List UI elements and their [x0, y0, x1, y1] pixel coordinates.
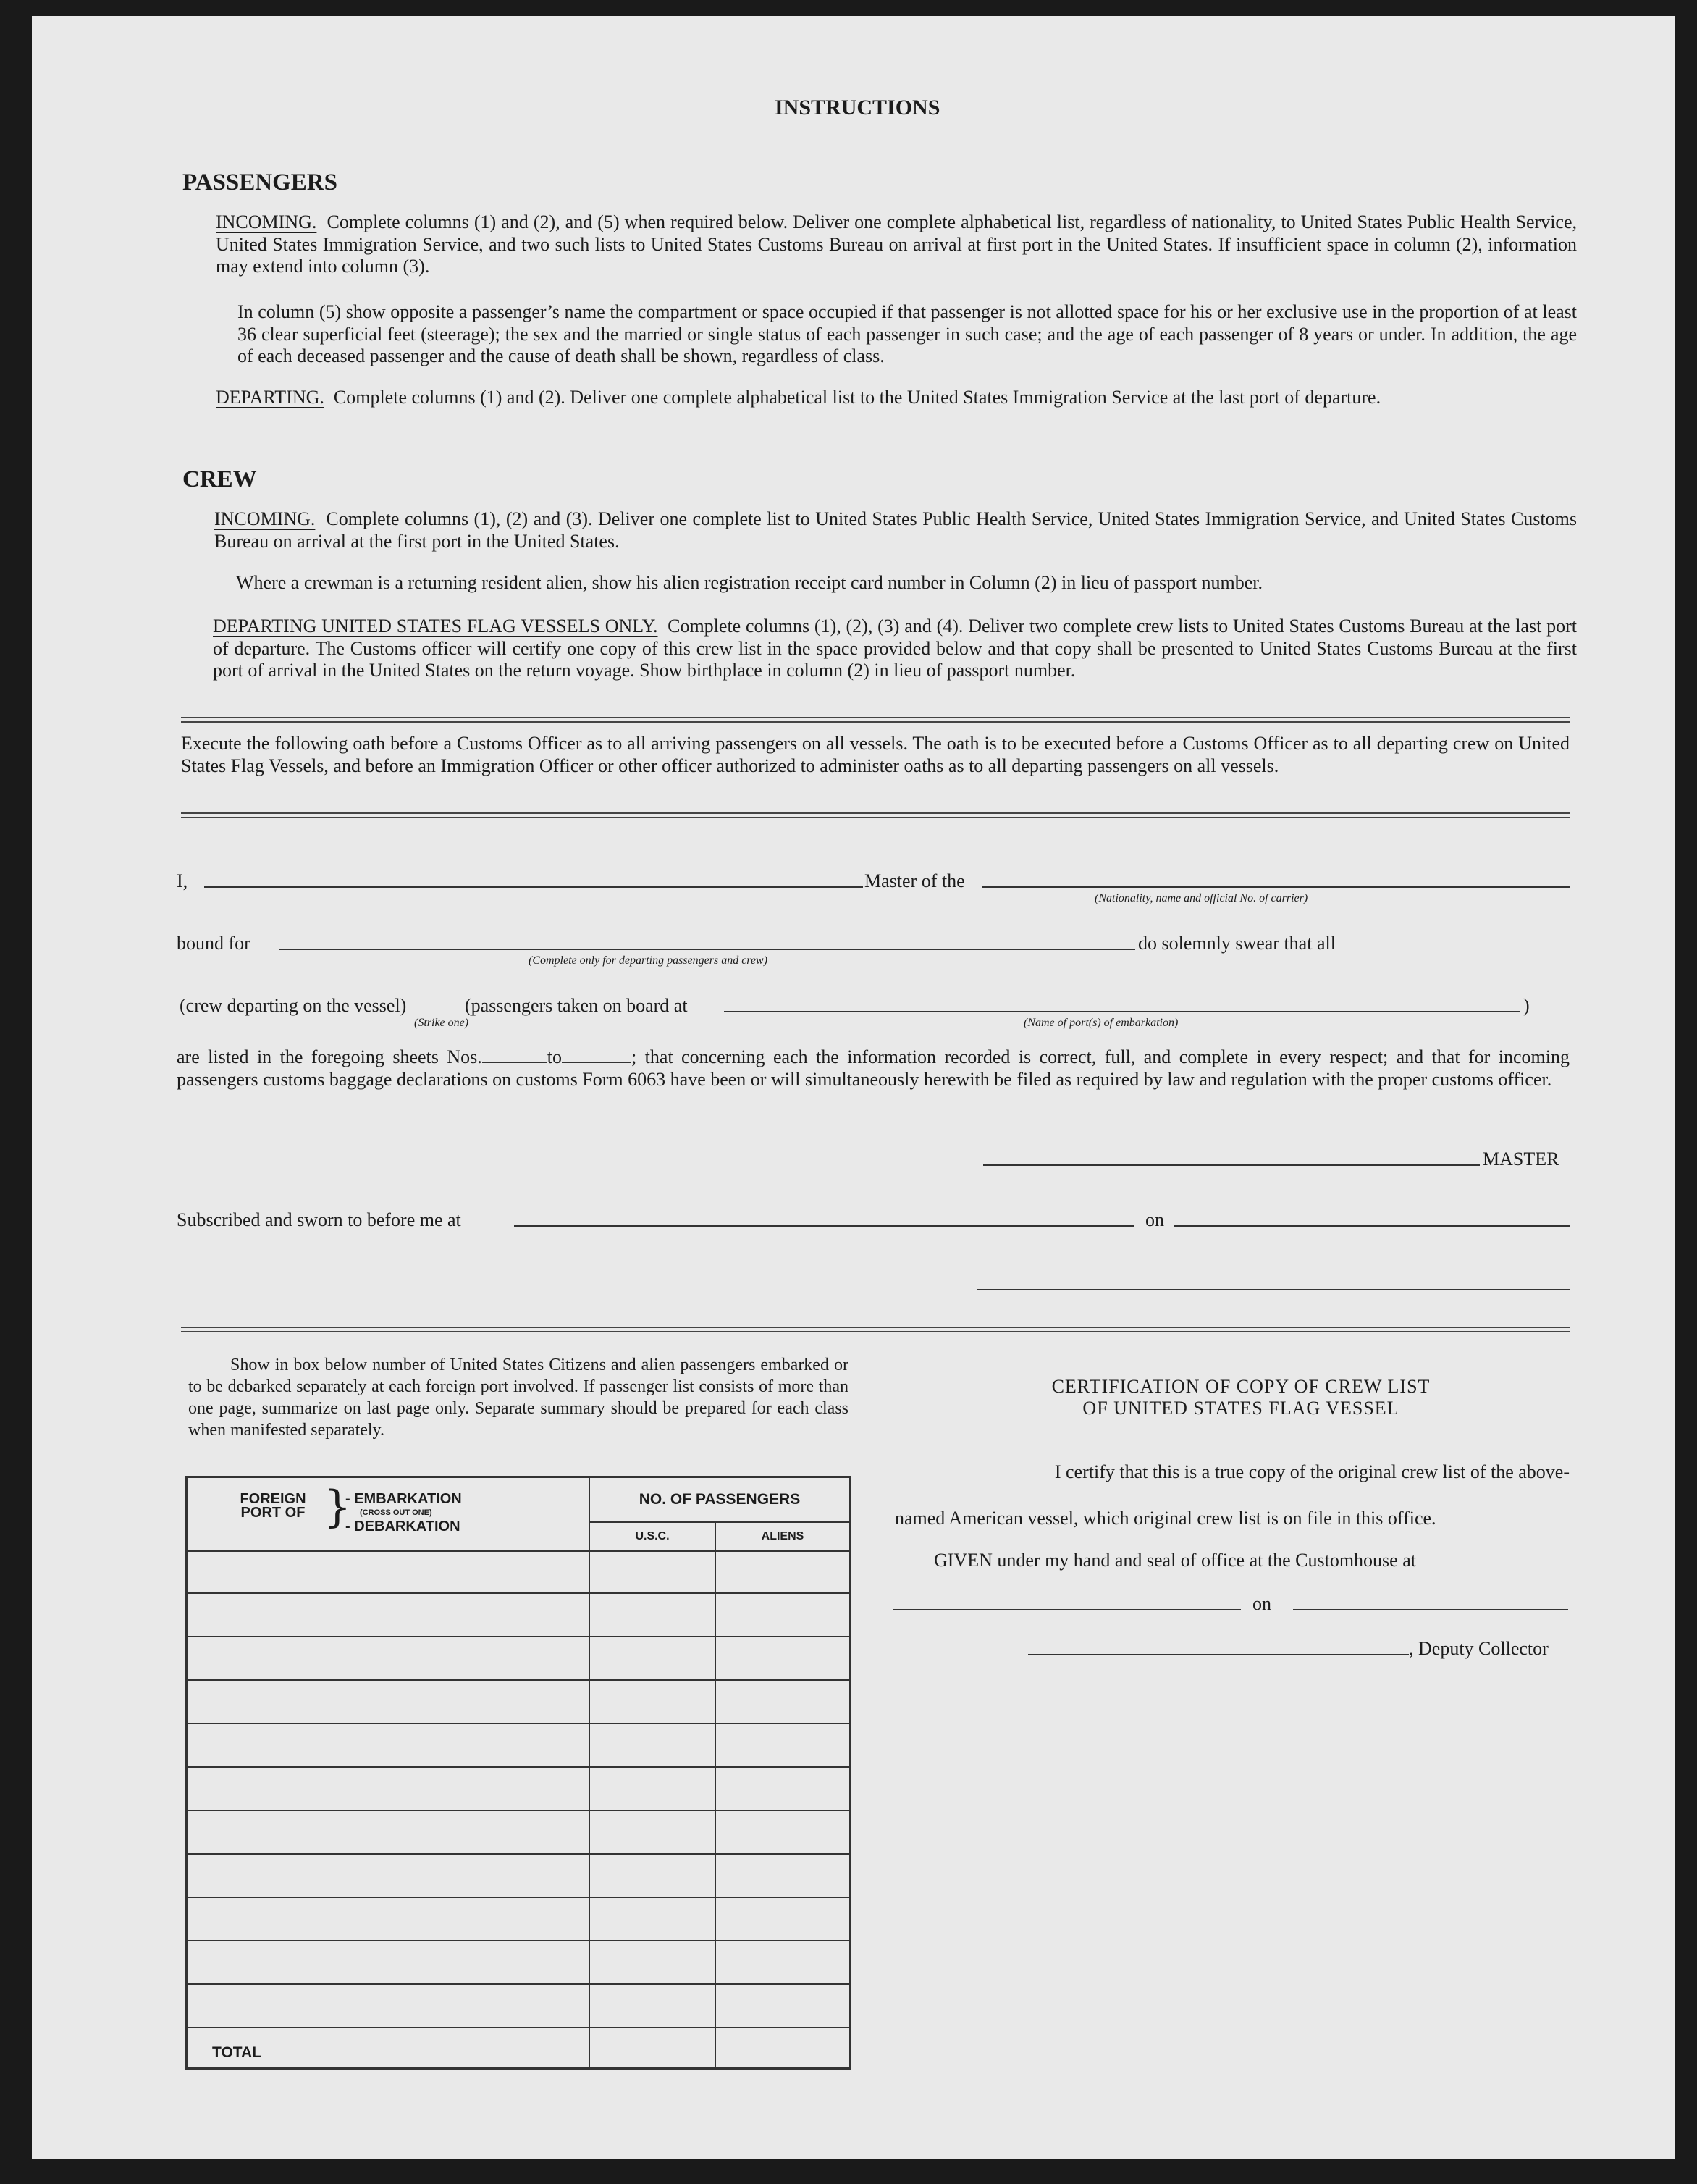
usc-cell[interactable]: [589, 1810, 715, 1854]
usc-header: U.S.C.: [589, 1522, 715, 1551]
port-cell[interactable]: [187, 1854, 590, 1897]
crew-incoming-paragraph: [214, 508, 1577, 553]
aliens-cell[interactable]: [715, 1767, 851, 1810]
usc-cell[interactable]: [589, 1854, 715, 1897]
passengers-incoming-paragraph: [216, 211, 1577, 278]
officer-signature-field[interactable]: [977, 1289, 1570, 1290]
aliens-cell[interactable]: [715, 1941, 851, 1984]
embarkation-port-field[interactable]: [724, 1011, 1520, 1012]
passengers-heading: PASSENGERS: [182, 169, 337, 196]
form-sheet: [32, 16, 1675, 2159]
brace-symbol: }: [324, 1482, 352, 1532]
sheet-from-field[interactable]: [482, 1046, 547, 1063]
usc-cell[interactable]: [589, 1767, 715, 1810]
passengers-column5-paragraph: In column (5) show opposite a passenger’s name the compartment or space occupied if that passenger is not allotted space for his or her exclusive use in the proportion of at least 36 clear superficial feet (steerage); the sex and the married or single status of each passenger in such case; and the age of each passenger of 8 years or under. In addition, the age of each deceased passenger and the cause of death shall be shown, regardless of class.: [237, 301, 1577, 366]
crew-departing-label: DEPARTING UNITED STATES FLAG VESSELS ONLY.: [213, 616, 658, 637]
certification-on-label: on: [1252, 1593, 1271, 1614]
aliens-cell[interactable]: [715, 1897, 851, 1941]
certify-line1: I certify that this is a true copy of the original crew list of the above-: [1054, 1461, 1570, 1482]
aliens-header: ALIENS: [715, 1522, 851, 1551]
divider-oath: [181, 812, 1570, 818]
crew-departing-option[interactable]: (crew departing on the vessel): [180, 995, 407, 1016]
no-of-passengers-header: NO. OF PASSENGERS: [589, 1477, 851, 1522]
oath-i-label: I,: [177, 870, 188, 891]
aliens-total-cell[interactable]: [715, 2028, 851, 2068]
master-label: MASTER: [1483, 1148, 1559, 1169]
master-signature-field[interactable]: [983, 1164, 1480, 1166]
nationality-caption: (Nationality, name and official No. of carrier): [1095, 892, 1308, 904]
certification-title-line2: OF UNITED STATES FLAG VESSEL: [1082, 1398, 1399, 1419]
crew-departing-text: Complete columns (1), (2), (3) and (4). Deliver two complete crew lists to United States Customs Bureau at the last port of departure. The Customs officer will certify one copy of this crew list in the space provided below and that copy shall be presented to United States Customs Bureau at the first port of arrival in the United States on the return voyage. Show birthplace in column (2) in lieu of passport number.: [213, 616, 1577, 681]
aliens-cell[interactable]: [715, 1680, 851, 1723]
listed-label: are listed in the foregoing sheets Nos.: [177, 1046, 482, 1067]
sheet-to-field[interactable]: [562, 1046, 631, 1063]
usc-cell[interactable]: [589, 1637, 715, 1680]
aliens-cell[interactable]: [715, 1984, 851, 2028]
passengers-departing-paragraph: [216, 387, 1577, 409]
port-cell[interactable]: [187, 1593, 590, 1637]
sworn-date-field[interactable]: [1174, 1225, 1570, 1227]
port-cell[interactable]: [187, 1680, 590, 1723]
bound-caption: (Complete only for departing passengers and crew): [529, 954, 768, 967]
summary-instructions: Show in box below number of United States Citizens and alien passengers embarked or to be debarked separately at each foreign port involved. If passenger list consists of more than one page, summarize on last page only. Separate summary should be prepared for each class when manifested separately.: [188, 1356, 848, 1440]
usc-cell[interactable]: [589, 1680, 715, 1723]
aliens-cell[interactable]: [715, 1637, 851, 1680]
passengers-incoming-text: Complete columns (1) and (2), and (5) when required below. Deliver one complete alphabetical list, regardless of nationality, to United States Public Health Service, United States Immigration Service, and two such lists to United States Customs Bureau on arrival at first port in the United States. If insufficient space in column (2), information may extend into column (3).: [216, 211, 1578, 277]
certify-line2: named American vessel, which original crew list is on file in this office.: [895, 1508, 1436, 1529]
customhouse-field[interactable]: [893, 1609, 1241, 1610]
crew-heading: CREW: [182, 466, 257, 492]
port-cell[interactable]: [187, 1810, 590, 1854]
oath-listed-paragraph: [177, 1046, 1570, 1091]
bound-for-label: bound for: [177, 933, 250, 954]
master-of-label: Master of the: [864, 870, 965, 891]
usc-cell[interactable]: [589, 1723, 715, 1767]
cross-out-label: (CROSS OUT ONE): [360, 1508, 432, 1517]
port-header-cell: [187, 1477, 590, 1552]
usc-cell[interactable]: [589, 1593, 715, 1637]
certification-title-line1: CERTIFICATION OF COPY OF CREW LIST: [1051, 1376, 1431, 1397]
page-title: INSTRUCTIONS: [775, 96, 940, 119]
sworn-place-field[interactable]: [514, 1225, 1134, 1227]
aliens-cell[interactable]: [715, 1593, 851, 1637]
to-label: to: [547, 1046, 562, 1067]
carrier-field[interactable]: [982, 886, 1570, 888]
passengers-departing-label: DEPARTING.: [216, 387, 324, 408]
bound-for-field[interactable]: [279, 949, 1135, 950]
port-cell[interactable]: [187, 1551, 590, 1593]
deputy-collector-signature-field[interactable]: [1028, 1654, 1409, 1655]
divider-top: [181, 717, 1570, 723]
divider-bottom: [181, 1327, 1570, 1332]
crew-resident-paragraph: Where a crewman is a returning resident alien, show his alien registration receipt card number in Column (2) in lieu of passport number.: [236, 572, 1263, 593]
usc-total-cell[interactable]: [589, 2028, 715, 2068]
total-label: TOTAL: [187, 2028, 590, 2068]
port-cell[interactable]: [187, 1637, 590, 1680]
close-paren: ): [1523, 995, 1530, 1016]
certification-title: [922, 1376, 1559, 1419]
given-line: GIVEN under my hand and seal of office at the Customhouse at: [934, 1550, 1416, 1571]
debarkation-label: - DEBARKATION: [345, 1519, 460, 1534]
certification-date-field[interactable]: [1293, 1609, 1568, 1610]
crew-incoming-label: INCOMING.: [214, 508, 316, 529]
crew-incoming-text: Complete columns (1), (2) and (3). Deliver one complete list to United States Public Health Service, United States Immigration Service, and United States Customs Bureau on arrival at the first port in the United States.: [214, 508, 1577, 552]
subscribed-label: Subscribed and sworn to before me at: [177, 1209, 461, 1230]
aliens-cell[interactable]: [715, 1854, 851, 1897]
usc-cell[interactable]: [589, 1941, 715, 1984]
passengers-incoming-label: INCOMING.: [216, 211, 317, 232]
aliens-cell[interactable]: [715, 1551, 851, 1593]
usc-cell[interactable]: [589, 1984, 715, 2028]
passengers-option[interactable]: (passengers taken on board at: [465, 995, 688, 1016]
aliens-cell[interactable]: [715, 1810, 851, 1854]
embarkation-label: - EMBARKATION: [345, 1491, 462, 1507]
port-cell[interactable]: [187, 1984, 590, 2028]
master-name-field[interactable]: [204, 886, 863, 888]
swear-label: do solemnly swear that all: [1138, 933, 1336, 954]
port-cell[interactable]: [187, 1723, 590, 1767]
usc-cell[interactable]: [589, 1897, 715, 1941]
listed-rest: ; that concerning each the information recorded is correct, full, and complete in every respect; and that for incoming passengers customs baggage declarations on customs Form 6063 have been or will simultaneously herewith be filed as required by law and regulation with the proper customs officer.: [177, 1046, 1570, 1090]
foreign-port-of-label: FOREIGN PORT OF: [240, 1491, 306, 1521]
usc-cell[interactable]: [589, 1551, 715, 1593]
port-cell[interactable]: [187, 1941, 590, 1984]
oath-instructions: Execute the following oath before a Customs Officer as to all arriving passengers on all vessels. The oath is to be executed before a Customs Officer as to all departing crew on United States Flag Vessels, and before an Immigration Officer or other officer authorized to administer oaths as to all departing passengers on all vessels.: [181, 733, 1570, 776]
strike-caption: (Strike one): [414, 1017, 469, 1029]
port-cell[interactable]: [187, 1767, 590, 1810]
crew-departing-paragraph: [213, 616, 1577, 682]
embark-caption: (Name of port(s) of embarkation): [1024, 1017, 1179, 1029]
aliens-cell[interactable]: [715, 1723, 851, 1767]
port-cell[interactable]: [187, 1897, 590, 1941]
passenger-summary-table: [185, 1476, 851, 2070]
deputy-collector-label: , Deputy Collector: [1409, 1638, 1549, 1659]
sworn-on-label: on: [1145, 1209, 1164, 1230]
passengers-departing-text: Complete columns (1) and (2). Deliver one complete alphabetical list to the United States Immigration Service at the last port of departure.: [333, 387, 1381, 408]
